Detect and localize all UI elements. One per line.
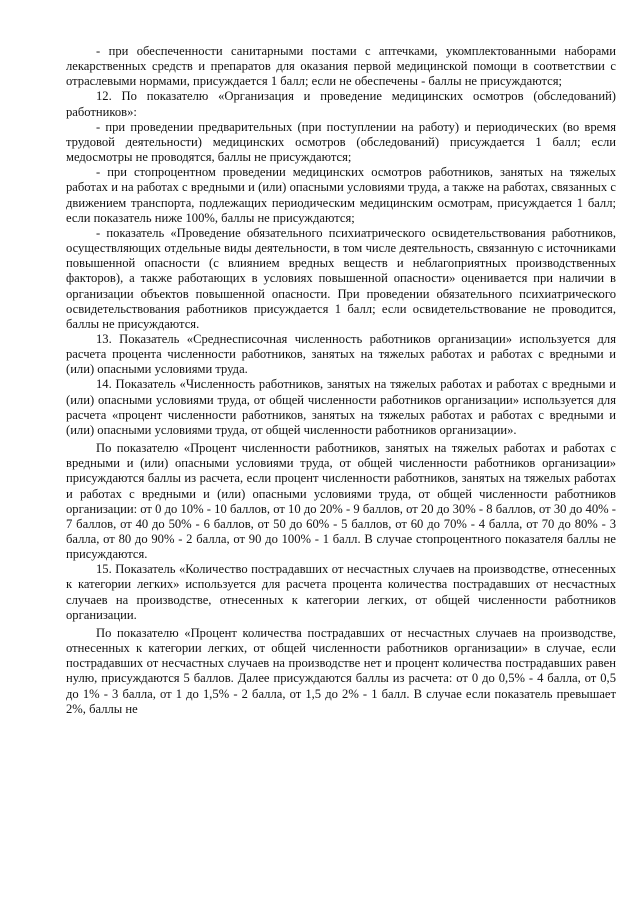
document-page [66,44,616,717]
paragraph-full-exams: - при стопроцентном проведении медицинских осмотров работников, занятых на тяжелых работах и на работах с вредными и (или) опасными условиями труда, а также на работах, связанных с движением транспорта, подлежащих периодическим медицинским осмотрам, присуждается 1 балл; если показатель ниже 100%, баллы не присуждаются; [66,165,616,225]
paragraph-preliminary-exams: - при проведении предварительных (при поступлении на работу) и периодических (во время трудовой деятельности) медицинских осмотров (обследований) присуждается 1 балл; если медосмотры не проводятся, баллы не присуждаются; [66,119,616,165]
paragraph-item-13: 13. Показатель «Среднесписочная численность работников организации» используется для расчета процента численности работников, занятых на тяжелых работах и работах с вредными и (или) опасными условиями труда. [66,331,616,377]
paragraph-sanitary-posts: - при обеспеченности санитарными постами с аптечками, укомплектованными наборами лекарственных средств и препаратов для оказания первой медицинской помощи в соответствии с отраслевыми нормами, присуждается 1 балл; если не обеспечены - баллы не присуждаются; [66,44,616,89]
paragraph-percent-injured: По показателю «Процент количества пострадавших от несчастных случаев на производстве, отнесенных к категории легких, от общей численности работников организации» в случае, если пострадавших от несчастных случаев на производстве нет и процент количества пострадавших равен нулю, присуждаются 5 баллов. Далее присуждаются баллы из расчета: от 0 до 0,5% - 4 балла, от 0,5 до 1% - 3 балла, от 1 до 1,5% - 2 балла, от 1,5 до 2% - 1 балл. В случае если показатель превышает 2%, баллы не [66,625,616,716]
paragraph-item-15: 15. Показатель «Количество пострадавших от несчастных случаев на производстве, отнесенных к категории легких» используется для расчета процента количества пострадавших от несчастных случаев на производстве, отнесенных к категории легких, от общей численности работников организации. [66,562,616,622]
paragraph-psychiatric-exam: - показатель «Проведение обязательного психиатрического освидетельствования работников, осуществляющих отдельные виды деятельности, в том числе деятельность, связанную с источниками повышенной опасности (с влиянием вредных веществ и неблагоприятных производственных факторов), а также работающих в условиях повышенной опасности» оценивается при наличии в организации объектов повышенной опасности. При проведении обязательного психиатрического освидетельствования работников присуждается 1 балл; если освидетельствование не проводится, баллы не присуждаются. [66,225,616,331]
paragraph-percent-hazardous: По показателю «Процент численности работников, занятых на тяжелых работах и работах с вредными и (или) опасными условиями труда, от общей численности работников организации» присуждаются баллы из расчета, если процент численности работников, занятых на тяжелых работах и работах с вредными и (или) опасными условиями труда, от общей численности работников организации: от 0 до 10% - 10 баллов, от 10 до 20% - 9 баллов, от 20 до 30% - 8 баллов, от 30 до 40% - 7 баллов, от 40 до 50% - 6 баллов, от 50 до 60% - 5 баллов, от 60 до 70% - 4 балла, от 70 до 80% - 3 балла, от 80 до 90% - 2 балла, от 90 до 100% - 1 балл. В случае стопроцентного показателя баллы не присуждаются. [66,441,616,562]
paragraph-item-14: 14. Показатель «Численность работников, занятых на тяжелых работах и работах с вредными и (или) опасными условиями труда, от общей численности работников организации» используется для расчета «процент численности работников, занятых на тяжелых работах и работах с вредными и (или) опасными условиями труда, от общей численности работников организации». [66,377,616,437]
paragraph-item-12-heading: 12. По показателю «Организация и проведение медицинских осмотров (обследований) работников»: [66,89,616,119]
